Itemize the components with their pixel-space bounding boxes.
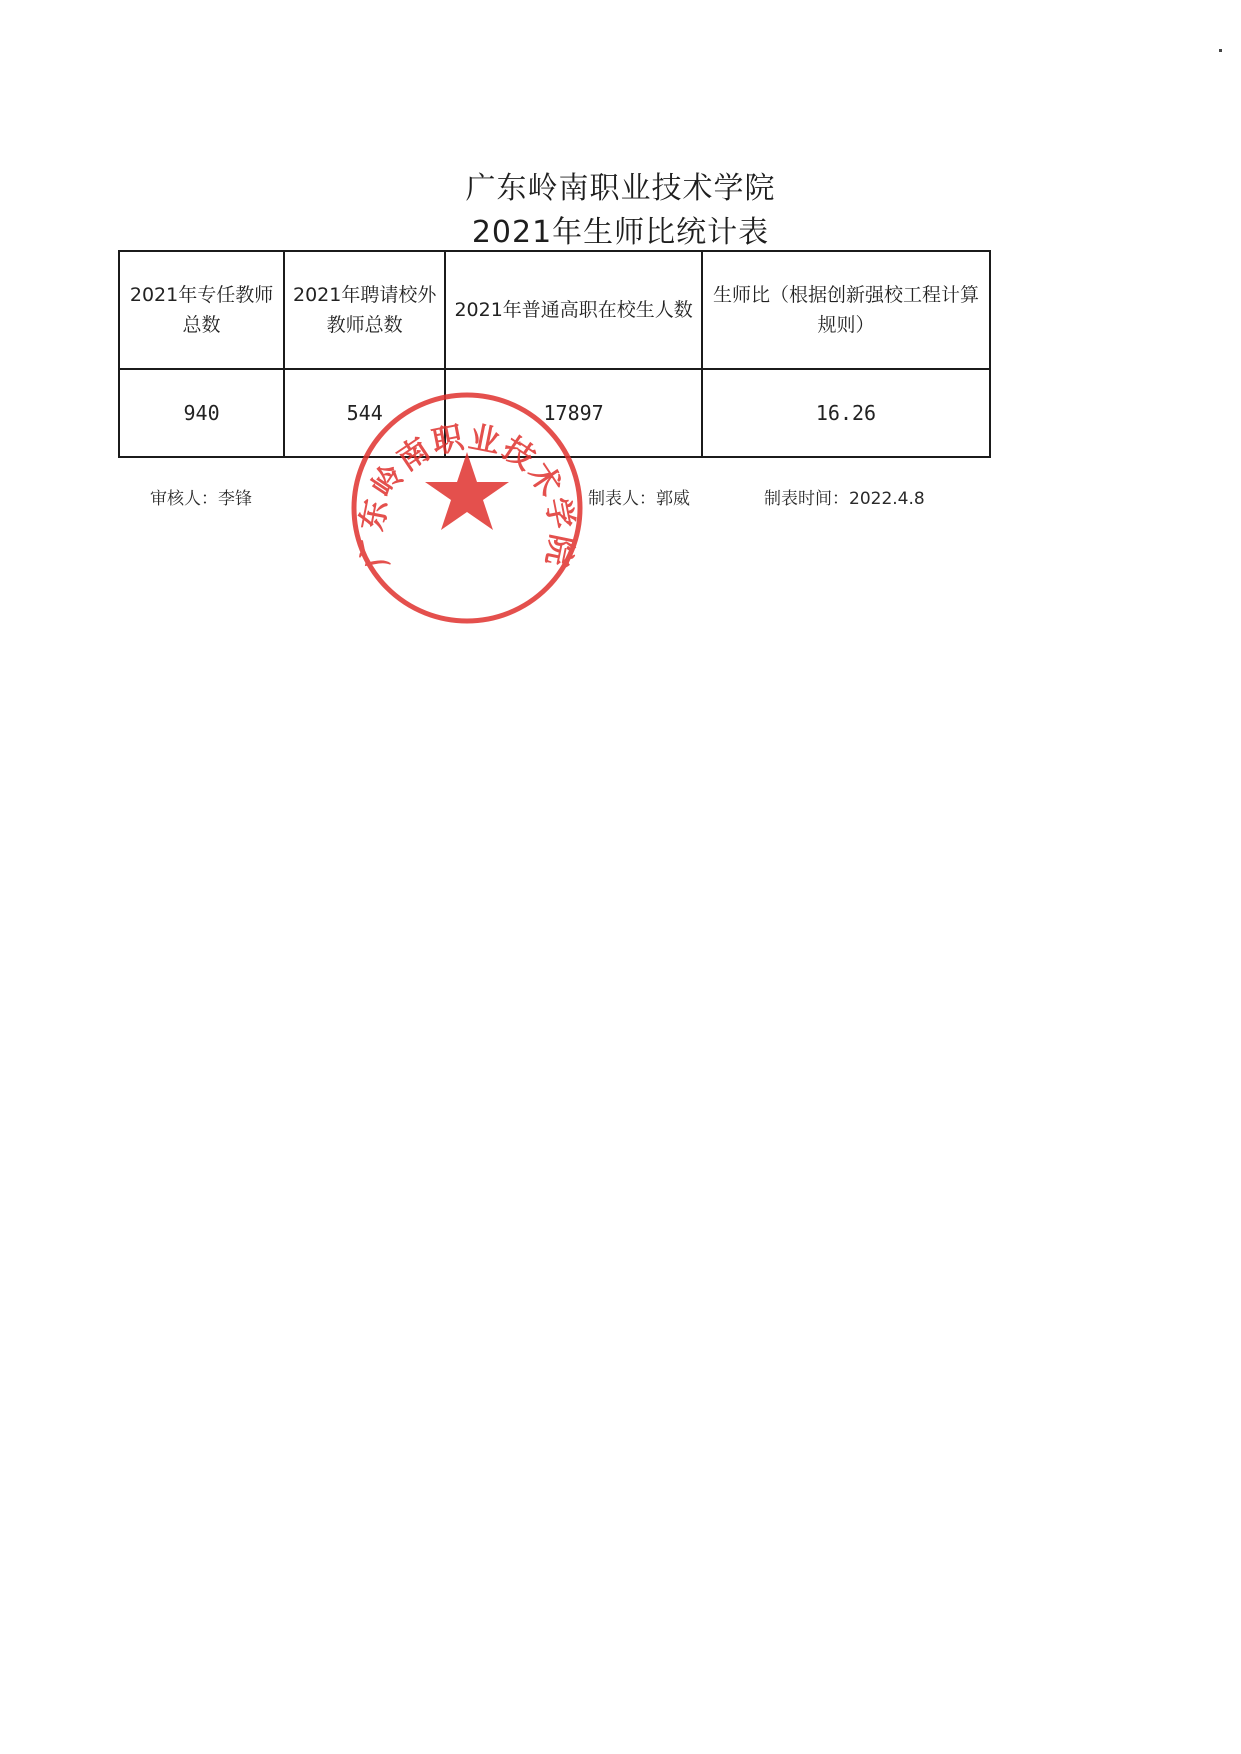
- header-fulltime-teachers: 2021年专任教师总数: [119, 251, 284, 369]
- preparer-label: 制表人：郭威: [588, 489, 690, 509]
- page-subtitle: 2021年生师比统计表: [471, 215, 770, 250]
- header-external-teachers: 2021年聘请校外教师总数: [284, 251, 445, 369]
- official-seal: [349, 390, 585, 626]
- seal-text: 广东岭南职业技术学院: [353, 419, 581, 571]
- preparation-date: 制表时间：2022.4.8: [764, 489, 925, 509]
- scan-speck: [1219, 49, 1222, 52]
- value-external-teachers: 544: [284, 369, 445, 457]
- header-student-teacher-ratio: 生师比（根据创新强校工程计算规则）: [702, 251, 990, 369]
- header-enrolled-students: 2021年普通高职在校生人数: [445, 251, 702, 369]
- seal-star-icon: [425, 452, 509, 530]
- reviewer-label: 审核人：李锋: [150, 489, 252, 509]
- value-enrolled-students: 17897: [445, 369, 702, 457]
- page-title: 广东岭南职业技术学院: [465, 171, 776, 206]
- value-fulltime-teachers: 940: [119, 369, 284, 457]
- table-header-row: [119, 251, 990, 369]
- value-student-teacher-ratio: 16.26: [702, 369, 990, 457]
